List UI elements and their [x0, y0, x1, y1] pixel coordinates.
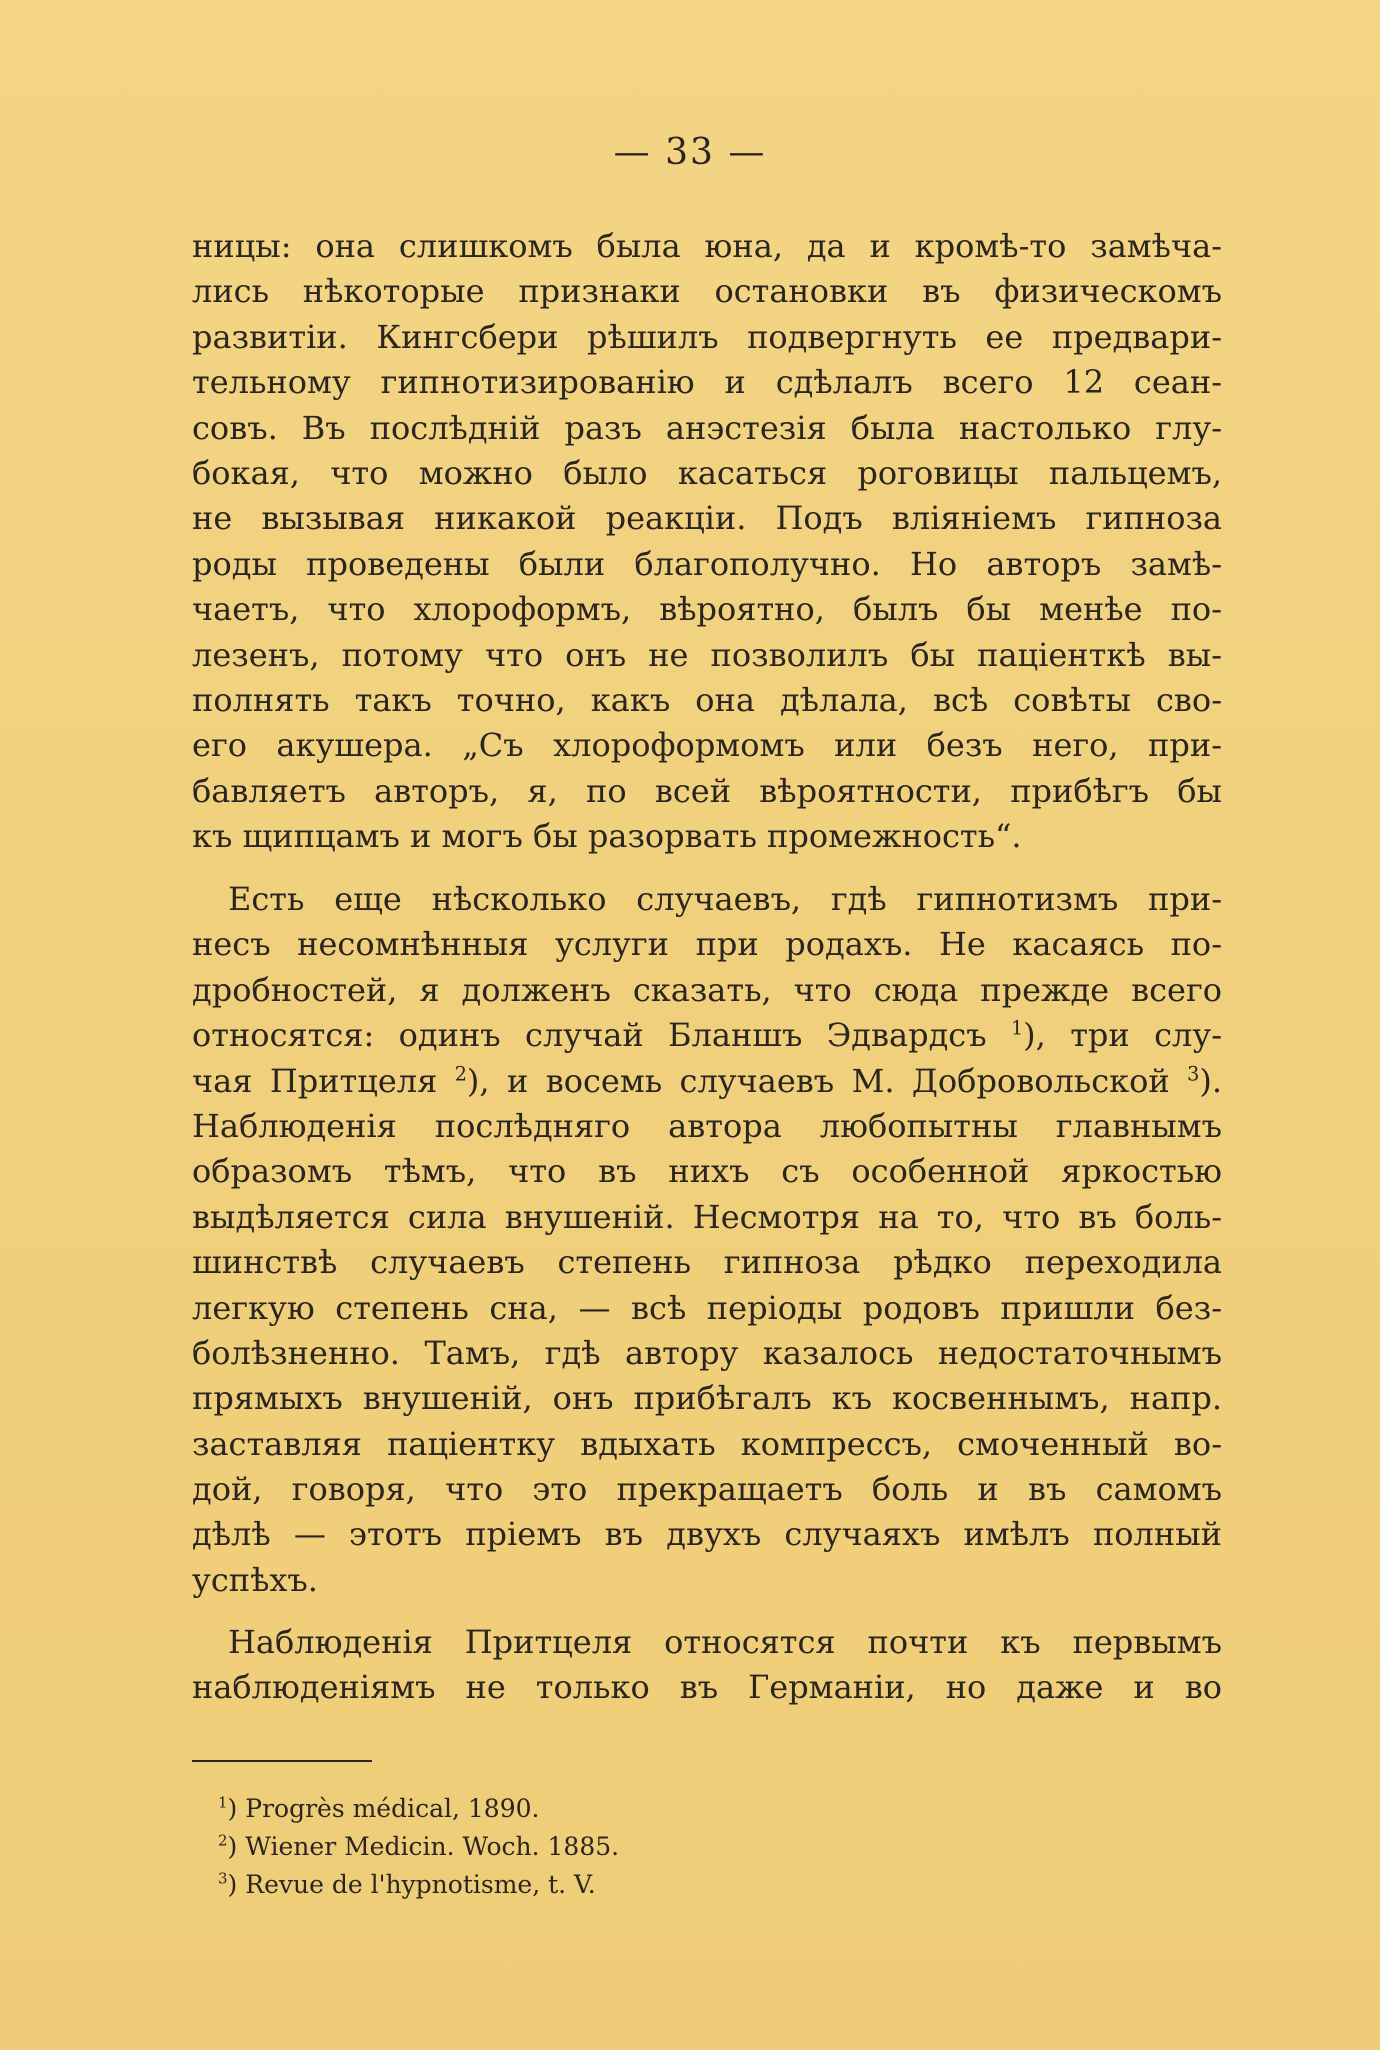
text-line: къ щипцамъ и могъ бы разорвать промежность“.	[192, 817, 1022, 856]
text-line: наблюденіямъ не только въ Германіи, но даже и во	[192, 1668, 1222, 1707]
text-line: несъ несомнѣнныя услуги при родахъ. Не касаясь по-	[192, 925, 1222, 964]
text-line: дой, говоря, что это прекращаетъ боль и въ самомъ	[192, 1470, 1222, 1509]
text-span: относятся: одинъ случай Бланшъ Эдвардсъ	[192, 1016, 987, 1055]
text-line: Есть еще нѣсколько случаевъ, гдѣ гипнотизмъ при-	[228, 880, 1222, 918]
paragraph-2	[192, 877, 1222, 1603]
text-line: лись нѣкоторые признаки остановки въ физическомъ	[192, 272, 1222, 311]
text-line: лезенъ, потому что онъ не позволилъ бы паціенткѣ вы-	[192, 635, 1222, 674]
footnote-text: ) Progrès médical, 1890.	[227, 1794, 540, 1823]
text-line: заставляя паціентку вдыхать компрессъ, смоченный во-	[192, 1424, 1222, 1463]
footnote-mark: 2	[218, 1831, 228, 1850]
footnote-divider	[192, 1760, 372, 1762]
text-line: роды проведены были благополучно. Но авторъ замѣ-	[192, 544, 1222, 583]
text-line: Наблюденія послѣдняго автора любопытны главнымъ	[192, 1106, 1222, 1145]
text-line: образомъ тѣмъ, что въ нихъ съ особенной яркостью	[192, 1152, 1222, 1191]
text-line: развитіи. Кингсбери рѣшилъ подвергнуть ее предвари-	[192, 317, 1222, 356]
page-number: — 33 —	[613, 132, 767, 173]
text-span: чая Притцеля	[192, 1061, 438, 1100]
text-line: не вызывая никакой реакціи. Подъ вліяніемъ гипноза	[192, 499, 1222, 538]
text-line: дробностей, я долженъ сказать, что сюда прежде всего	[192, 970, 1222, 1009]
text-line: бокая, что можно было касаться роговицы пальцемъ,	[192, 453, 1222, 492]
text-span: ), и восемь случаевъ М. Добровольской	[466, 1061, 1170, 1100]
text-line: легкую степень сна, — всѣ періоды родовъ пришли без-	[192, 1288, 1222, 1327]
paragraph-3	[192, 1620, 1222, 1711]
footnotes	[218, 1790, 619, 1904]
footnote-text: ) Wiener Medicin. Woch. 1885.	[227, 1832, 620, 1861]
text-line: совъ. Въ послѣдній разъ анэстезія была настолько глу-	[192, 408, 1222, 447]
text-line: выдѣляется сила внушеній. Несмотря на то, что въ боль-	[192, 1197, 1222, 1236]
footnote-ref-3: 3	[1187, 1061, 1200, 1085]
text-line: дѣлѣ — этотъ пріемъ въ двухъ случаяхъ имѣлъ полный	[192, 1515, 1222, 1554]
footnote-text: ) Revue de l'hypnotisme, t. V.	[227, 1870, 596, 1899]
footnote-item	[218, 1828, 619, 1866]
text-line	[192, 1059, 1222, 1104]
text-span: ).	[1199, 1061, 1222, 1100]
footnote-item	[218, 1790, 619, 1828]
footnote-ref-1: 1	[1010, 1016, 1024, 1040]
footnote-ref-2: 2	[454, 1061, 467, 1085]
footnote-item	[218, 1866, 619, 1904]
text-line: тельному гипнотизированію и сдѣлалъ всего 12 сеан-	[192, 363, 1222, 402]
text-line: его акушера. „Съ хлороформомъ или безъ него, при-	[192, 726, 1222, 765]
text-line: ницы: она слишкомъ была юна, да и кромѣ-то замѣча-	[192, 227, 1222, 265]
text-line: шинствѣ случаевъ степень гипноза рѣдко переходила	[192, 1243, 1222, 1282]
footnote-mark: 3	[218, 1869, 228, 1888]
text-line: чаетъ, что хлороформъ, вѣроятно, былъ бы менѣе по-	[192, 590, 1222, 629]
text-span: ), три слу-	[1023, 1016, 1222, 1055]
text-line: Наблюденія Притцеля относятся почти къ первымъ	[228, 1623, 1222, 1661]
footnote-mark: 1	[218, 1793, 228, 1812]
text-line: бавляетъ авторъ, я, по всей вѣроятности, прибѣгъ бы	[192, 771, 1222, 810]
text-line: полнять такъ точно, какъ она дѣлала, всѣ совѣты сво-	[192, 680, 1222, 719]
text-line: успѣхъ.	[192, 1560, 318, 1599]
paragraph-1	[192, 224, 1222, 859]
text-line: прямыхъ внушеній, онъ прибѣгалъ къ косвеннымъ, напр.	[192, 1379, 1222, 1418]
text-line	[192, 1013, 1222, 1058]
text-line: болѣзненно. Тамъ, гдѣ автору казалось недостаточнымъ	[192, 1333, 1222, 1372]
